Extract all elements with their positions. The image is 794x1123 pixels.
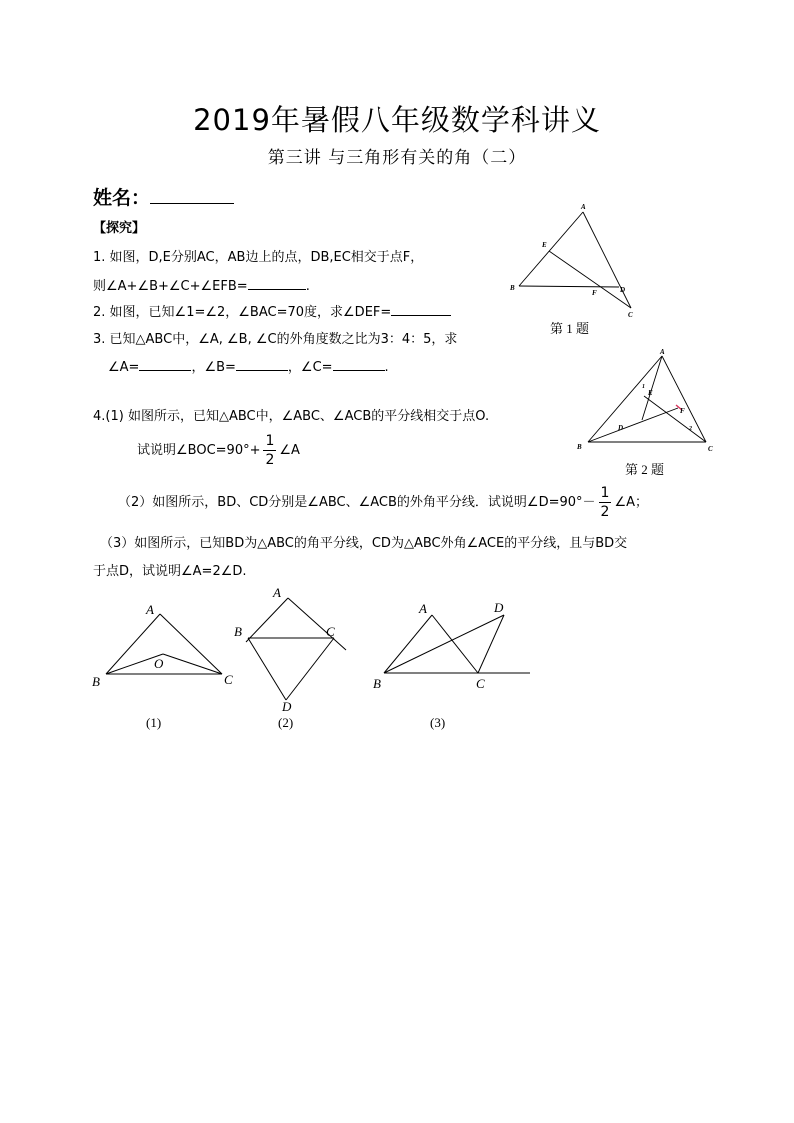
fig3-label-o: O	[154, 656, 164, 671]
fig2-label-e: E	[648, 389, 653, 397]
section-label: 【探究】	[93, 221, 146, 236]
fig2-side-ab	[588, 356, 662, 442]
name-label: 姓名：	[93, 187, 151, 209]
fig2-angle-1: 1	[642, 384, 645, 390]
q3-angle-c: ，∠C=	[287, 360, 333, 375]
question-1-line-1: 1. 如图，D,E分别AC，AB边上的点，DB,EC相交于点F，	[93, 250, 424, 265]
q4-2-prefix: （2）如图所示，BD、CD分别是∠ABC、∠ACB的外角平分线．试说明∠D=90°－	[118, 495, 596, 510]
answer-blank-3b[interactable]	[236, 370, 288, 371]
fig1-label-a: A	[581, 203, 586, 211]
fig2-label-a: A	[660, 348, 665, 356]
fig5-segment-bd	[384, 615, 504, 673]
fraction-one-half: $\frac{1}{2}$	[265, 433, 275, 468]
fig3-segment-oc	[163, 654, 222, 674]
question-4-part-3-line-2: 于点D，试说明∠A=2∠D.	[93, 564, 247, 579]
name-blank[interactable]	[150, 203, 234, 204]
fig5-segment-cd	[478, 615, 504, 673]
figure-4-2-quadrilateral	[228, 580, 360, 715]
question-2	[93, 301, 451, 320]
question-3-line-2	[108, 356, 389, 375]
question-1-end: .	[305, 279, 310, 294]
fig2-segment-ad	[642, 356, 662, 420]
fig1-label-e: E	[542, 241, 547, 249]
fig4-label-a: A	[273, 585, 281, 600]
question-4-part-1-line-1: 4.(1) 如图所示，已知△ABC中，∠ABC、∠ACB的平分线相交于点O.	[93, 409, 490, 424]
fig5-label-b: B	[373, 676, 381, 691]
fig3-side-ac	[160, 614, 222, 674]
page-title: 2019年暑假八年级数学科讲义	[193, 103, 601, 137]
question-2-text: 2. 如图，已知∠1=∠2，∠BAC=70度，求∠DEF=	[93, 305, 392, 320]
fig2-label-c: C	[708, 445, 713, 453]
fig1-segment-ec	[549, 251, 631, 308]
fig4-segment-bd	[248, 638, 286, 700]
answer-blank-1[interactable]	[248, 289, 306, 290]
fig4-label-d: D	[282, 699, 292, 714]
q4-1-suffix: ∠A	[279, 443, 300, 458]
question-1-line-2	[93, 275, 310, 294]
figure-4-1-triangle	[88, 596, 238, 696]
figure-1-caption: 第 1 题	[550, 321, 590, 336]
fig3-label-b: B	[92, 674, 100, 689]
question-4-part-3-line-1: （3）如图所示，已知BD为△ABC的角平分线，CD为△ABC外角∠ACE的平分线，且与BD交	[100, 536, 628, 551]
fig1-label-c: C	[628, 311, 633, 319]
fig4-label-c: C	[326, 624, 335, 639]
fig3-label-c: C	[224, 672, 233, 687]
question-4-part-2	[118, 484, 648, 521]
q3-angle-b: ，∠B=	[191, 360, 236, 375]
lesson-subtitle: 第三讲 与三角形有关的角（二）	[267, 148, 527, 168]
figure-4-1-caption: (1)	[146, 715, 162, 730]
fig2-label-d: D	[618, 424, 624, 432]
figure-4-2-caption: (2)	[278, 715, 294, 730]
fig5-label-a: A	[419, 601, 427, 616]
fig4-ext-ab	[246, 598, 288, 642]
question-4-part-1-line-2	[137, 432, 300, 469]
figure-2-triangle	[572, 344, 722, 456]
fig2-segment-ec	[644, 396, 706, 442]
answer-blank-3c[interactable]	[333, 370, 385, 371]
fig4-ext-ac	[288, 598, 346, 650]
figure-1-triangle	[505, 200, 645, 320]
fig1-segment-bd	[519, 286, 619, 287]
fig5-side-ac	[432, 615, 478, 673]
answer-blank-2[interactable]	[391, 315, 451, 316]
figure-4-3-triangle	[368, 595, 538, 695]
q4-2-suffix: ∠A；	[614, 495, 648, 510]
answer-blank-3a[interactable]	[139, 370, 191, 371]
fig2-angle-2: 2	[689, 426, 692, 432]
q4-1-prefix: 试说明∠BOC=90°+	[137, 443, 261, 458]
student-name-row	[93, 183, 234, 210]
fig1-side-ab	[519, 212, 583, 286]
fig4-segment-cd	[286, 638, 334, 700]
fig1-label-b: B	[510, 284, 515, 292]
fig5-label-d: D	[494, 600, 504, 615]
fig2-label-b: B	[577, 443, 582, 451]
fig5-side-ab	[384, 615, 432, 673]
fig3-label-a: A	[146, 602, 154, 617]
fig1-label-f: F	[592, 289, 597, 297]
fig5-label-c: C	[476, 676, 485, 691]
question-1-text: 则∠A+∠B+∠C+∠EFB=	[93, 279, 248, 294]
q3-end: .	[384, 360, 389, 375]
q3-angle-a: ∠A=	[108, 360, 140, 375]
fig2-segment-bf	[588, 408, 678, 442]
fig2-label-f: F	[680, 407, 685, 415]
question-3-line-1: 3. 已知△ABC中，∠A, ∠B, ∠C的外角度数之比为3：4：5，求	[93, 332, 458, 347]
fraction-one-half-2: $\frac{1}{2}$	[600, 485, 610, 520]
fig1-label-d: D	[620, 286, 626, 294]
fig4-label-b: B	[234, 624, 242, 639]
fig2-side-ac	[662, 356, 706, 442]
figure-2-caption: 第 2 题	[625, 462, 665, 477]
figure-4-3-caption: (3)	[430, 715, 446, 730]
